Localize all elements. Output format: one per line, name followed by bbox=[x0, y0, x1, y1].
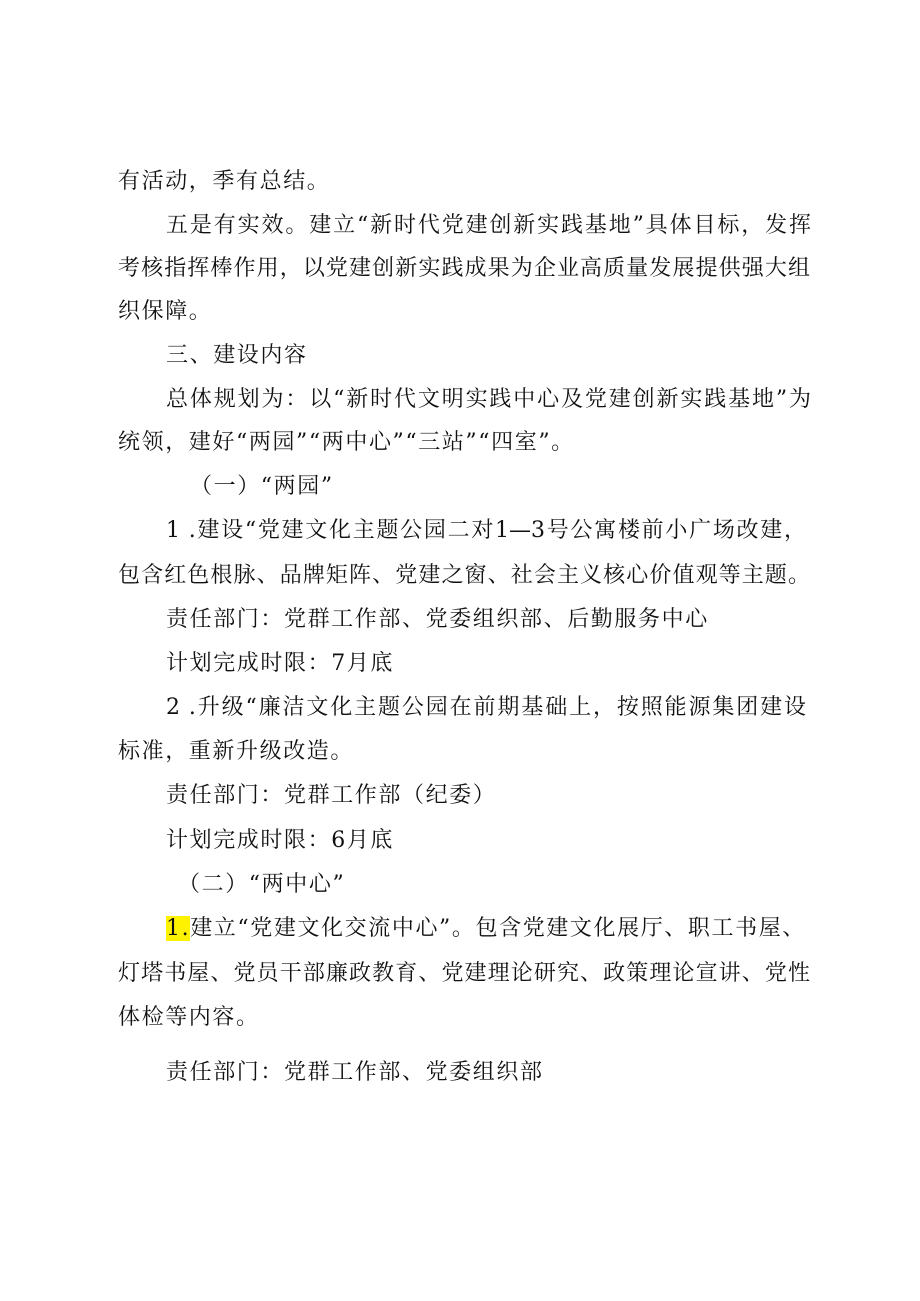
subsection-heading: （一）“两园” bbox=[190, 474, 334, 499]
responsible-department: 责任部门：党群工作部（纪委） bbox=[166, 783, 497, 808]
subsection-heading: （二）“两中心” bbox=[178, 872, 346, 897]
paragraph-line: 总体规划为：以“新时代文明实践中心及党建创新实践基地”为 bbox=[166, 387, 811, 412]
section-heading: 三、建设内容 bbox=[166, 343, 308, 368]
highlighted-paragraph-line bbox=[166, 914, 806, 944]
responsible-department: 责任部门：党群工作部、党委组织部 bbox=[166, 1060, 544, 1085]
text-line: 标准，重新升级改造。 bbox=[118, 739, 355, 764]
text-line: 有活动，季有总结。 bbox=[118, 169, 331, 194]
deadline: 计划完成时限：6月底 bbox=[166, 828, 394, 853]
deadline: 计划完成时限：7月底 bbox=[166, 651, 394, 676]
paragraph-text: 建立“党建文化交流中心”。包含党建文化展厅、职工书屋、 bbox=[190, 916, 806, 941]
text-line: 考核指挥棒作用，以党建创新实践成果为企业高质量发展提供强大组 bbox=[118, 256, 810, 281]
text-line: 统领，建好“两园”“两中心”“三站”“四室”。 bbox=[118, 430, 575, 455]
paragraph-line: 2 .升级“廉洁文化主题公园在前期基础上，按照能源集团建设 bbox=[166, 695, 806, 720]
text-line: 灯塔书屋、党员干部廉政教育、党建理论研究、政策理论宣讲、党性 bbox=[118, 961, 810, 986]
paragraph-line: 1 .建设“党建文化主题公园二对1—3号公寓楼前小广场改建， bbox=[166, 518, 806, 543]
paragraph-line: 五是有实效。建立“新时代党建创新实践基地”具体目标，发挥 bbox=[166, 213, 811, 238]
text-line: 织保障。 bbox=[118, 299, 213, 324]
text-line: 体检等内容。 bbox=[118, 1005, 260, 1030]
responsible-department: 责任部门：党群工作部、党委组织部、后勤服务中心 bbox=[166, 607, 709, 632]
text-line: 包含红色根脉、品牌矩阵、党建之窗、社会主义核心价值观等主题。 bbox=[118, 563, 810, 588]
highlight-marker: 1. bbox=[166, 916, 191, 941]
